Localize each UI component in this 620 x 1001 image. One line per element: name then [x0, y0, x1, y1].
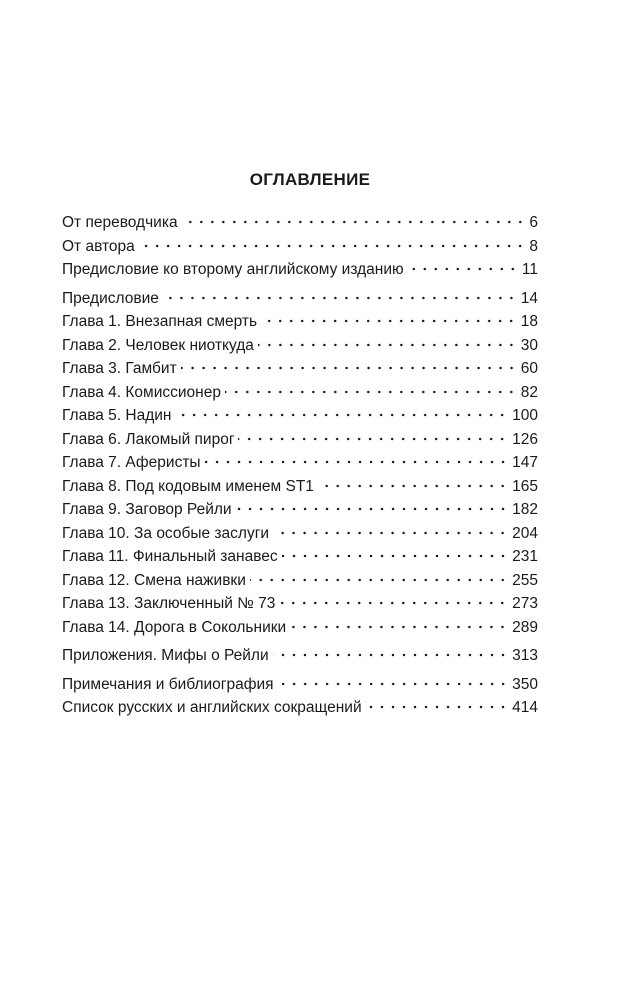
toc-entry-label: Глава 6. Лакомый пирог [62, 430, 235, 448]
toc-entry [62, 595, 538, 619]
dot-leader [182, 220, 526, 224]
table-of-contents [62, 214, 538, 723]
toc-entry-label: Предисловие ко второму английскому изданию [62, 261, 404, 278]
toc-entry-label: Глава 11. Финальный занавес [62, 548, 278, 565]
toc-entry [62, 261, 538, 285]
dot-leader [205, 460, 509, 464]
toc-entry [62, 501, 538, 525]
page-title: ОГЛАВЛЕНИЕ [249, 170, 371, 189]
dot-leader [290, 625, 508, 629]
toc-entry-label: Глава 7. Аферисты [62, 454, 201, 471]
toc-entry [62, 313, 538, 337]
toc-page-number: 182 [512, 501, 538, 518]
toc-page-number: 147 [512, 454, 538, 471]
toc-entry [62, 548, 538, 572]
dot-leader [261, 319, 517, 323]
toc-page-number: 6 [529, 214, 538, 231]
dot-leader [238, 437, 508, 441]
toc-entry-label: Приложения. Мифы о Рейли [62, 647, 269, 664]
toc-entry-label: Глава 9. Заговор Рейли [62, 501, 232, 518]
toc-page-number: 289 [512, 618, 538, 636]
toc-entry [62, 647, 538, 671]
dot-leader [181, 366, 517, 370]
toc-page-number: 18 [520, 313, 538, 330]
toc-page-number: 273 [512, 595, 538, 612]
dot-leader [258, 343, 517, 347]
toc-page-number: 231 [512, 548, 538, 565]
toc-entry-label: От автора [62, 237, 135, 255]
toc-entry-label: Глава 8. Под кодовым именем ST1 [62, 477, 314, 495]
toc-entry [62, 676, 538, 700]
toc-page-number: 60 [520, 360, 538, 377]
dot-leader [273, 653, 508, 657]
toc-entry-label: Глава 5. Надин [62, 407, 172, 424]
dot-leader [250, 578, 508, 582]
dot-leader [163, 296, 517, 300]
toc-entry-label: Глава 12. Смена наживки [62, 571, 246, 589]
toc-page-number: 255 [512, 571, 538, 589]
dot-leader [273, 531, 508, 535]
toc-page-number: 14 [520, 289, 538, 307]
toc-page-number: 100 [512, 407, 538, 424]
toc-entry [62, 214, 538, 238]
toc-entry [62, 525, 538, 549]
dot-leader [408, 267, 518, 271]
toc-page-number: 204 [512, 524, 538, 542]
toc-entry [62, 572, 538, 596]
toc-entry-label: Глава 4. Комиссионер [62, 383, 221, 401]
toc-page-number: 126 [512, 430, 538, 448]
toc-entry-label: Глава 10. За особые заслуги [62, 524, 270, 542]
toc-entry [62, 238, 538, 262]
toc-entry [62, 454, 538, 478]
toc-entry-label: Список русских и английских сокращений [62, 699, 362, 716]
toc-entry [62, 360, 538, 384]
toc-entry [62, 384, 538, 408]
toc-entry-label: Глава 3. Гамбит [62, 360, 177, 377]
toc-entry-label: Глава 1. Внезапная смерть [62, 313, 258, 330]
toc-page-number: 8 [529, 237, 538, 255]
toc-entry-label: Предисловие [62, 289, 159, 307]
dot-leader [279, 601, 508, 605]
toc-page-number: 30 [520, 336, 538, 354]
dot-leader [139, 244, 526, 248]
toc-entry [62, 290, 538, 314]
toc-page-number: 11 [521, 261, 538, 278]
toc-entry [62, 407, 538, 431]
dot-leader [175, 413, 508, 417]
toc-page-number: 414 [512, 699, 538, 716]
toc-entry-label: Глава 2. Человек ниоткуда [62, 336, 254, 354]
dot-leader [278, 682, 509, 686]
toc-entry-label: Глава 13. Заключенный № 73 [62, 595, 276, 612]
dot-leader [318, 484, 508, 488]
toc-entry [62, 619, 538, 643]
toc-page-number: 350 [512, 675, 538, 693]
dot-leader [282, 554, 509, 558]
toc-entry [62, 431, 538, 455]
toc-page-number: 165 [512, 477, 538, 495]
toc-entry [62, 337, 538, 361]
toc-page-number: 313 [512, 647, 538, 664]
dot-leader [236, 507, 509, 511]
toc-entry-label: От переводчика [62, 214, 178, 231]
toc-entry-label: Глава 14. Дорога в Сокольники [62, 618, 287, 636]
toc-entry [62, 699, 538, 723]
toc-entry [62, 478, 538, 502]
toc-entry-label: Примечания и библиография [62, 675, 274, 693]
dot-leader [225, 390, 517, 394]
toc-page-number: 82 [520, 383, 538, 401]
dot-leader [366, 705, 509, 709]
